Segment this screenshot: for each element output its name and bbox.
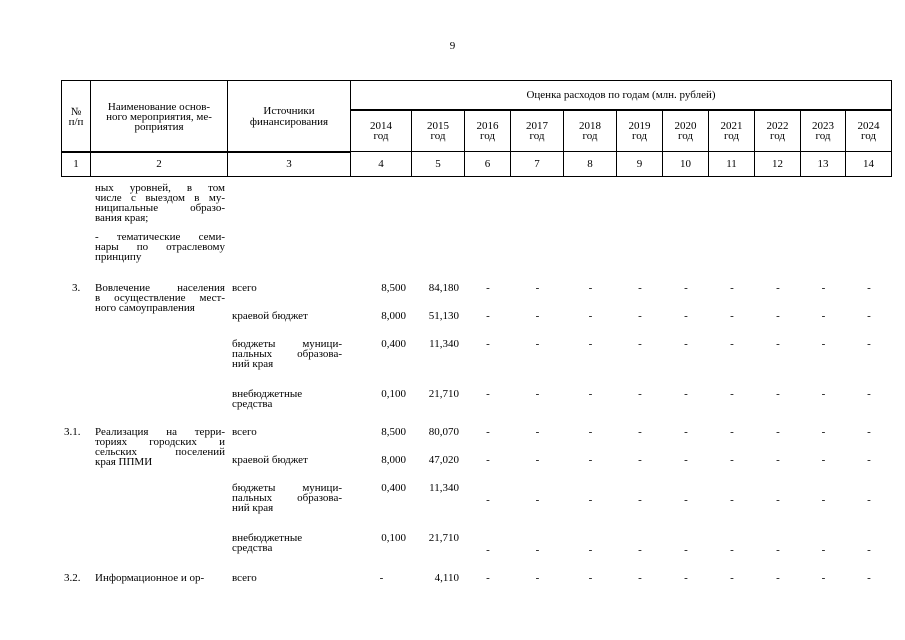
funding-source (232, 573, 342, 583)
text-line: ного самоуправления (95, 302, 195, 314)
column-number-5: 5 (411, 151, 465, 177)
value-cell: - (776, 310, 780, 322)
year-label: 2020 (674, 119, 697, 132)
value-cell: - (638, 572, 642, 584)
text-line: п/п (68, 115, 84, 128)
text-line: средства (232, 398, 273, 410)
value-cell: - (684, 310, 688, 322)
year-label: 2014 (370, 119, 392, 132)
value-cell: - (684, 544, 688, 556)
year-label: 2016 (476, 119, 499, 132)
text-line: всего (232, 282, 257, 294)
value-cell: - (730, 572, 734, 584)
funding-source (232, 427, 342, 437)
section-number: 3.2. (64, 572, 81, 584)
value-cell: - (684, 494, 688, 506)
column-number-7: 7 (510, 151, 564, 177)
value-cell: - (486, 454, 490, 466)
value-cell: - (486, 572, 490, 584)
year-suffix: год (373, 129, 389, 142)
value-cell: - (684, 388, 688, 400)
header-col-number (61, 80, 91, 153)
text-line: нары по отраслевому (95, 241, 225, 253)
value-cell: - (638, 338, 642, 350)
value-cell: - (535, 494, 540, 506)
header-costs-title: Оценка расходов по годам (млн. рублей) (350, 80, 892, 111)
value-cell: 8,000 (381, 454, 406, 466)
year-label: 2022 (766, 119, 789, 132)
column-number-4: 4 (350, 151, 412, 177)
column-number-14: 14 (845, 151, 892, 177)
funding-source (232, 339, 342, 369)
header-year-2015 (411, 109, 465, 152)
value-cell: 47,020 (428, 454, 459, 466)
year-suffix: год (860, 129, 877, 142)
value-cell: - (684, 338, 688, 350)
text-line: бюджеты муници- (232, 338, 342, 350)
text-line: ний края (232, 502, 274, 514)
activity-name (95, 283, 225, 313)
value-cell: - (821, 544, 826, 556)
column-number-3: 3 (227, 151, 351, 177)
text-line: бюджеты муници- (232, 482, 342, 494)
column-number-1: 1 (61, 151, 91, 177)
header-year-2019 (616, 109, 663, 152)
year-suffix: год (815, 129, 831, 142)
value-cell: 0,100 (381, 388, 406, 400)
text-line: краевой бюджет (232, 310, 308, 322)
value-cell: 8,500 (381, 282, 406, 294)
column-number-13: 13 (800, 151, 846, 177)
header-col-sources (227, 80, 351, 153)
value-cell: - (684, 426, 688, 438)
value-cell: - (867, 426, 871, 438)
text-line: принципу (95, 251, 142, 263)
value-cell: - (776, 454, 780, 466)
funding-source (232, 283, 342, 293)
text-line: № (70, 105, 82, 118)
value-cell: - (776, 572, 780, 584)
value-cell: - (588, 426, 593, 438)
text-line: внебюджетные (232, 532, 303, 544)
activity-name (95, 573, 225, 583)
value-cell: - (638, 310, 642, 322)
value-cell: - (867, 388, 871, 400)
header-year-2024 (845, 109, 892, 152)
year-suffix: год (582, 129, 598, 142)
year-suffix: год (479, 129, 496, 142)
header-year-2022 (754, 109, 801, 152)
value-cell: - (535, 282, 540, 294)
text-line: ных уровней, в том (95, 182, 225, 194)
value-cell: - (638, 282, 642, 294)
text-line: - тематические семи- (95, 231, 225, 243)
header-year-2018 (563, 109, 617, 152)
value-cell: - (486, 310, 490, 322)
value-cell: 0,400 (381, 338, 406, 350)
value-cell: - (638, 388, 642, 400)
value-cell: - (379, 572, 384, 584)
value-cell: 51,130 (428, 310, 459, 322)
column-number-10: 10 (662, 151, 709, 177)
value-cell: - (730, 426, 734, 438)
value-cell: - (588, 338, 593, 350)
value-cell: - (867, 310, 871, 322)
value-cell: - (821, 388, 826, 400)
column-number-12: 12 (754, 151, 801, 177)
value-cell: - (730, 310, 734, 322)
value-cell: - (730, 338, 734, 350)
value-cell: - (535, 572, 540, 584)
header-year-2023 (800, 109, 846, 152)
value-cell: 21,710 (428, 532, 459, 544)
value-cell: - (638, 426, 642, 438)
value-cell: 8,000 (381, 310, 406, 322)
header-year-2017 (510, 109, 564, 152)
value-cell: - (821, 572, 826, 584)
text-line: внебюджетные (232, 388, 303, 400)
text-line: сельских поселений (95, 446, 225, 458)
value-cell: - (867, 544, 871, 556)
value-cell: - (535, 310, 540, 322)
text-line: роприятия (134, 120, 184, 133)
text-line: Наименование основ- (107, 100, 211, 113)
value-cell: - (776, 282, 780, 294)
header-year-2014 (350, 109, 412, 152)
text-line: финансирования (249, 115, 329, 128)
text-line: ториях городских и (95, 436, 225, 448)
value-cell: - (588, 310, 593, 322)
year-label: 2023 (812, 119, 834, 132)
value-cell: 0,400 (381, 482, 406, 494)
value-cell: - (588, 454, 593, 466)
value-cell: - (486, 494, 490, 506)
header-col-name (90, 80, 228, 153)
value-cell: 21,710 (428, 388, 459, 400)
text-line: краевой бюджет (232, 454, 308, 466)
section-number: 3. (72, 282, 81, 294)
text-line: числе с выездом в му- (95, 192, 225, 204)
value-cell: - (867, 282, 871, 294)
value-cell: 11,340 (429, 482, 459, 494)
continuation-text-a (95, 183, 225, 223)
value-cell: - (821, 282, 826, 294)
value-cell: - (776, 494, 780, 506)
value-cell: - (638, 454, 642, 466)
value-cell: - (730, 388, 734, 400)
text-line: пальных образова- (232, 492, 342, 504)
text-line: всего (232, 572, 257, 584)
value-cell: 11,340 (429, 338, 459, 350)
year-label: 2021 (720, 119, 743, 132)
year-label: 2019 (628, 119, 651, 132)
text-line: Источники (263, 104, 315, 117)
header-year-2016 (464, 109, 511, 152)
value-cell: - (821, 338, 826, 350)
value-cell: - (730, 494, 734, 506)
value-cell: - (486, 388, 490, 400)
column-number-2: 2 (90, 151, 228, 177)
continuation-text-b (95, 232, 225, 262)
value-cell: - (776, 388, 780, 400)
column-number-11: 11 (708, 151, 755, 177)
funding-source (232, 389, 342, 409)
header-year-2021 (708, 109, 755, 152)
value-cell: - (486, 544, 490, 556)
value-cell: - (821, 454, 826, 466)
value-cell: - (776, 544, 780, 556)
value-cell: - (588, 572, 593, 584)
value-cell: - (730, 282, 734, 294)
value-cell: - (776, 338, 780, 350)
value-cell: - (776, 426, 780, 438)
year-suffix: год (631, 129, 648, 142)
page-number: 9 (449, 40, 456, 52)
value-cell: 0,100 (381, 532, 406, 544)
value-cell: 8,500 (381, 426, 406, 438)
value-cell: 84,180 (428, 282, 459, 294)
text-line: Реализация на терри- (95, 426, 225, 438)
year-label: 2017 (526, 119, 548, 132)
text-line: края ППМИ (95, 456, 153, 468)
year-suffix: год (430, 129, 446, 142)
year-suffix: год (677, 129, 694, 142)
value-cell: - (535, 426, 540, 438)
value-cell: - (867, 494, 871, 506)
value-cell: - (535, 338, 540, 350)
year-suffix: год (529, 129, 545, 142)
value-cell: - (486, 426, 490, 438)
text-line: ний края (232, 358, 274, 370)
text-line: пальных образова- (232, 348, 342, 360)
text-line: всего (232, 426, 257, 438)
value-cell: - (821, 310, 826, 322)
activity-name (95, 427, 225, 467)
value-cell: - (730, 454, 734, 466)
year-label: 2018 (579, 119, 601, 132)
header-year-2020 (662, 109, 709, 152)
year-suffix: год (769, 129, 786, 142)
value-cell: 4,110 (434, 572, 459, 584)
year-label: 2015 (427, 119, 449, 132)
value-cell: - (867, 572, 871, 584)
text-line: вания края; (95, 212, 149, 224)
value-cell: - (535, 388, 540, 400)
value-cell: - (588, 544, 593, 556)
value-cell: - (588, 494, 593, 506)
value-cell: - (486, 338, 490, 350)
text-line: ниципальные образо- (95, 202, 225, 214)
value-cell: - (684, 572, 688, 584)
value-cell: - (684, 282, 688, 294)
value-cell: - (684, 454, 688, 466)
value-cell: - (821, 494, 826, 506)
funding-source (232, 455, 342, 465)
value-cell: - (867, 338, 871, 350)
value-cell: - (821, 426, 826, 438)
funding-source (232, 533, 342, 553)
text-line: Вовлечение населения (95, 282, 225, 294)
value-cell: - (730, 544, 734, 556)
value-cell: - (638, 494, 642, 506)
year-label: 2024 (857, 119, 880, 132)
year-suffix: год (723, 129, 740, 142)
column-number-8: 8 (563, 151, 617, 177)
value-cell: - (588, 388, 593, 400)
value-cell: 80,070 (428, 426, 459, 438)
text-line: ного мероприятия, ме- (106, 110, 212, 123)
funding-source (232, 311, 342, 321)
value-cell: - (535, 454, 540, 466)
value-cell: - (486, 282, 490, 294)
column-number-9: 9 (616, 151, 663, 177)
text-line: средства (232, 542, 273, 554)
funding-source (232, 483, 342, 513)
text-line: Информационное и ор- (95, 572, 205, 584)
column-number-6: 6 (464, 151, 511, 177)
value-cell: - (867, 454, 871, 466)
value-cell: - (535, 544, 540, 556)
value-cell: - (588, 282, 593, 294)
text-line: в осуществление мест- (95, 292, 225, 304)
value-cell: - (638, 544, 642, 556)
section-number: 3.1. (64, 426, 81, 438)
